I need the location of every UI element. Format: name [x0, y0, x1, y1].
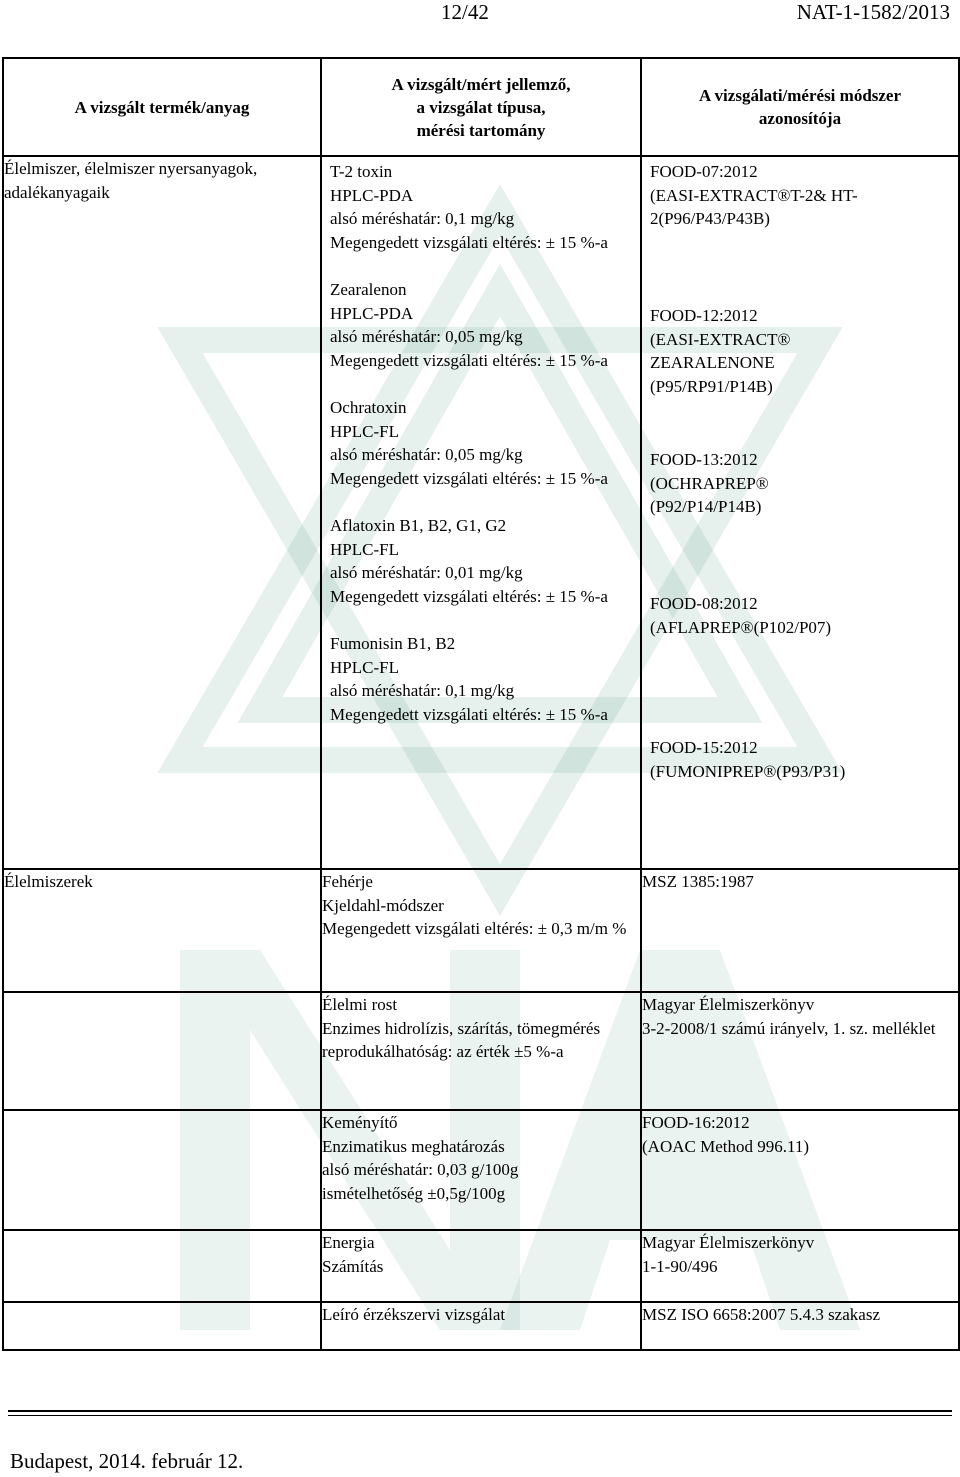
method-item: FOOD-13:2012 (OCHRAPREP® (P92/P14/P14B) [650, 450, 769, 516]
accreditation-table [2, 57, 960, 1351]
table-row [3, 1230, 959, 1302]
method-item: FOOD-15:2012 (FUMONIPREP®(P93/P31) [650, 738, 846, 781]
product-cell-empty [3, 1110, 321, 1230]
table-row [3, 1302, 959, 1350]
page-number: 12/42 [441, 0, 489, 24]
product-cell-empty [3, 1302, 321, 1350]
method-item: FOOD-07:2012 (EASI-EXTRACT®T-2& HT-2(P96/P43/P43B) [650, 162, 858, 228]
property-cell: Energia Számítás [321, 1230, 641, 1302]
place-date: Budapest, 2014. február 12. [10, 1449, 244, 1473]
table-row [3, 992, 959, 1110]
footer-divider [8, 1410, 952, 1412]
column-header-method: A vizsgálati/mérési módszer azonosítója [641, 58, 959, 156]
table-row [3, 1110, 959, 1230]
property-cell [321, 156, 641, 869]
table-header-row [3, 58, 959, 156]
document-id: NAT-1-1582/2013 [796, 0, 950, 24]
property-cell: Fehérje Kjeldahl-módszer Megengedett vizsgálati eltérés: ± 0,3 m/m % [321, 869, 641, 992]
property-item: Ochratoxin HPLC-FL alsó méréshatár: 0,05 mg/kg Megengedett vizsgálati eltérés: ± 15 %-a [330, 398, 608, 488]
method-cell: MSZ 1385:1987 [641, 869, 959, 992]
table-row [3, 156, 959, 869]
column-header-property: A vizsgált/mért jellemző, a vizsgálat típusa, mérési tartomány [321, 58, 641, 156]
property-item: Zearalenon HPLC-PDA alsó méréshatár: 0,05 mg/kg Megengedett vizsgálati eltérés: ± 15 %-a [330, 280, 608, 370]
footer-divider-thin [8, 1415, 952, 1416]
method-cell [641, 156, 959, 869]
property-cell: Élelmi rost Enzimes hidrolízis, szárítás, tömegmérés reprodukálhatóság: az érték ±5 %-a [321, 992, 641, 1110]
column-header-product: A vizsgált termék/anyag [3, 58, 321, 156]
product-cell-empty [3, 1230, 321, 1302]
method-cell: Magyar Élelmiszerkönyv 3-2-2008/1 számú irányelv, 1. sz. melléklet [641, 992, 959, 1110]
product-cell-empty [3, 992, 321, 1110]
property-cell: Keményítő Enzimatikus meghatározás alsó méréshatár: 0,03 g/100g ismételhetőség ±0,5g/100g [321, 1110, 641, 1230]
property-item: Fumonisin B1, B2 HPLC-FL alsó méréshatár: 0,1 mg/kg Megengedett vizsgálati eltérés: ± 15 %-a [330, 634, 608, 724]
method-cell: Magyar Élelmiszerkönyv 1-1-90/496 [641, 1230, 959, 1302]
method-cell: FOOD-16:2012 (AOAC Method 996.11) [641, 1110, 959, 1230]
table-row [3, 869, 959, 992]
product-cell: Élelmiszer, élelmiszer nyersanyagok, adalékanyagaik [3, 156, 321, 869]
property-item: Aflatoxin B1, B2, G1, G2 HPLC-FL alsó méréshatár: 0,01 mg/kg Megengedett vizsgálati eltérés: ± 15 %-a [330, 516, 608, 606]
property-cell: Leíró érzékszervi vizsgálat [321, 1302, 641, 1350]
method-item: FOOD-12:2012 (EASI-EXTRACT® ZEARALENONE (P95/RP91/P14B) [650, 306, 791, 396]
property-item: T-2 toxin HPLC-PDA alsó méréshatár: 0,1 mg/kg Megengedett vizsgálati eltérés: ± 15 %-a [330, 162, 608, 252]
product-cell: Élelmiszerek [3, 869, 321, 992]
method-cell: MSZ ISO 6658:2007 5.4.3 szakasz [641, 1302, 959, 1350]
method-item: FOOD-08:2012 (AFLAPREP®(P102/P07) [650, 594, 832, 637]
